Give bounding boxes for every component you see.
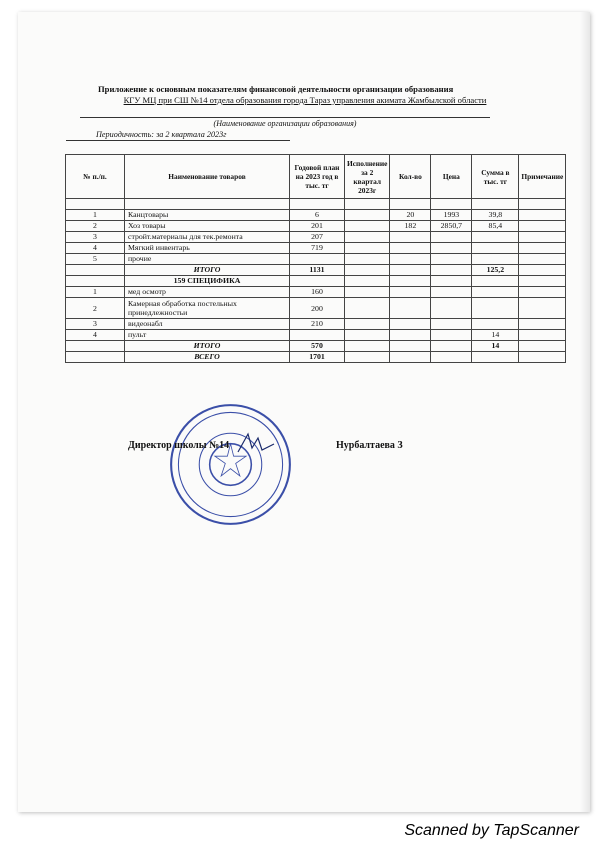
table-row: 2 Хоз товары 201 182 2850,7 85,4: [66, 221, 566, 232]
divider: [66, 140, 290, 141]
table-row: 3 стройт.материалы для тек.ремонта 207: [66, 232, 566, 243]
expenses-table: [65, 154, 566, 363]
table-row: 2 Камерная обработка постельных принедлежностьи 200: [66, 298, 566, 319]
table-row: 3 видеонабл 210: [66, 319, 566, 330]
table-row-section: [66, 276, 566, 287]
column-header-name: Наименование товаров: [125, 155, 290, 199]
table-row: 1 мед осмотр 160: [66, 287, 566, 298]
column-header-number: № п./п.: [66, 155, 125, 199]
column-header-sum: Сумма в тыс. тг: [472, 155, 519, 199]
column-header-execution: Исполнение за 2 квартал 2023г: [345, 155, 390, 199]
official-stamp-icon: [168, 402, 293, 527]
signature-name: Нурбалтаева З: [336, 440, 403, 451]
signature-role: Директор школы №14: [128, 440, 230, 451]
signature-icon: [236, 430, 276, 456]
column-header-price: Цена: [431, 155, 472, 199]
document-page: [18, 12, 590, 812]
column-header-note: Примечание: [519, 155, 566, 199]
column-header-plan: Годовой план на 2023 год в тыс. тг: [290, 155, 345, 199]
divider: [80, 117, 490, 118]
section-title: 159 СПЕЦИФИКА: [125, 276, 290, 287]
column-header-quantity: Кол-во: [390, 155, 431, 199]
document-title: Приложение к основным показателям финансовой деятельности организации образования: [98, 84, 454, 94]
table-row-grand-total: ВСЕГО 1701: [66, 352, 566, 363]
scanner-watermark: Scanned by TapScanner: [404, 822, 579, 839]
table-row-total: ИТОГО 570 14: [66, 341, 566, 352]
table-row-total: ИТОГО 1131 125,2: [66, 265, 566, 276]
table-row: 5 прочие: [66, 254, 566, 265]
organization-caption: (Наименование организации образования): [213, 119, 357, 128]
period-label: Периодичность: за 2 квартала 2023г: [96, 130, 227, 139]
table-row-spacer: [66, 199, 566, 210]
organization-name: КГУ МЦ при СШ №14 отдела образования города Тараз управления акимата Жамбылской области: [123, 95, 487, 105]
table-row: 4 пульт 14: [66, 330, 566, 341]
table-row: 1 Канцтовары 6 20 1993 39,8: [66, 210, 566, 221]
table-row: 4 Мягкий инвентарь 719: [66, 243, 566, 254]
